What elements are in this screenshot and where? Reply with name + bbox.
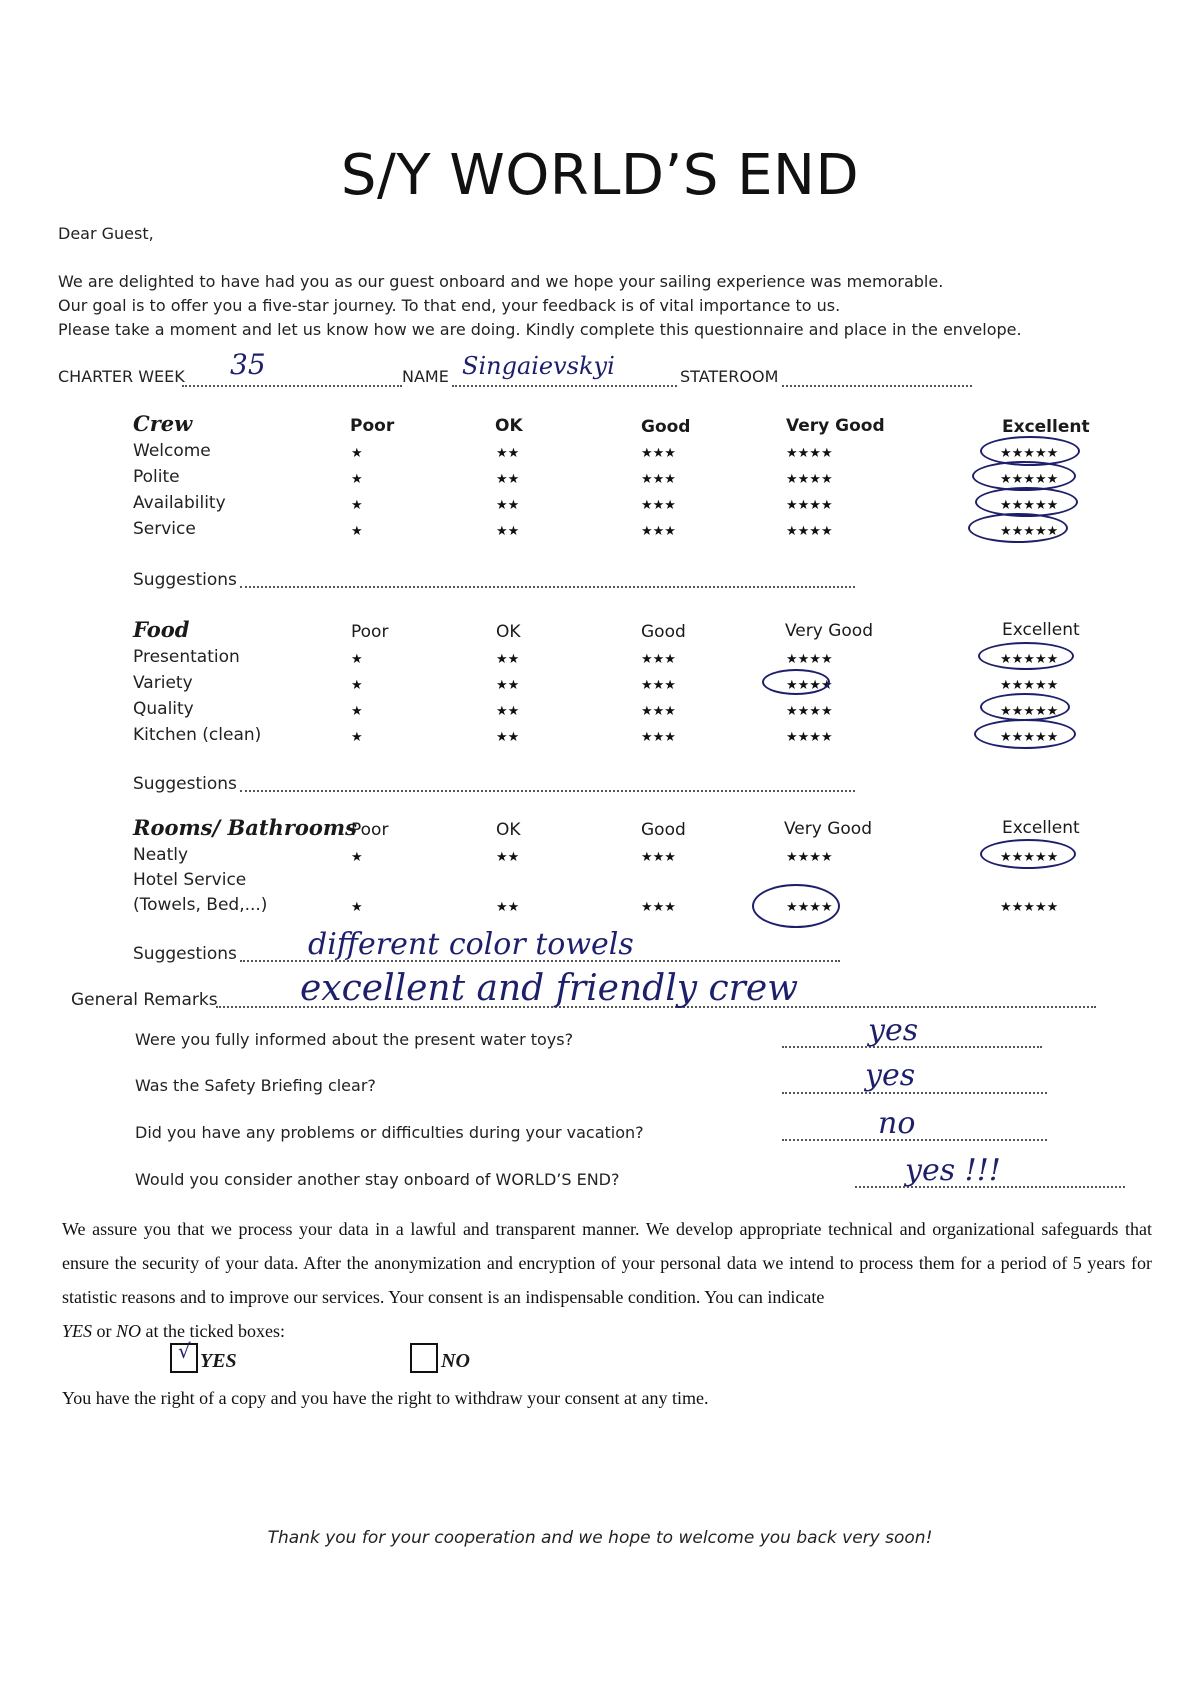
- rating-good[interactable]: ★★★: [641, 703, 676, 718]
- row-label: Polite: [133, 467, 180, 487]
- stateroom-line: [782, 385, 972, 387]
- charter-week-label: CHARTER WEEK: [58, 367, 185, 386]
- food-col-very-good: Very Good: [785, 621, 873, 641]
- food-suggestions-line: [240, 790, 855, 792]
- rating-ok[interactable]: ★★: [496, 445, 520, 460]
- privacy-or-word: or: [92, 1321, 117, 1341]
- rating-poor[interactable]: ★: [351, 703, 363, 718]
- rating-ok[interactable]: ★★: [496, 899, 520, 914]
- section-title-crew: Crew: [133, 411, 193, 436]
- general-remarks-label: General Remarks: [71, 990, 218, 1010]
- row-label: Quality: [133, 699, 194, 719]
- crew-col-poor: Poor: [350, 416, 395, 436]
- rating-poor[interactable]: ★: [351, 523, 363, 538]
- answer-field[interactable]: yes: [868, 1013, 919, 1048]
- question-text: Would you consider another stay onboard of WORLD’S END?: [135, 1170, 620, 1189]
- row-label: Availability: [133, 493, 226, 513]
- rooms-col-excellent: Excellent: [1002, 818, 1080, 838]
- name-field[interactable]: Singaievskyi: [462, 352, 615, 380]
- row-label: Neatly: [133, 845, 189, 865]
- answer-field[interactable]: yes: [865, 1058, 916, 1093]
- rating-poor[interactable]: ★: [351, 729, 363, 744]
- rating-good[interactable]: ★★★: [641, 849, 676, 864]
- rating-very-good[interactable]: ★★★★: [786, 523, 833, 538]
- rating-excellent[interactable]: ★★★★★: [1000, 471, 1059, 486]
- selection-circle: [978, 642, 1074, 670]
- rating-very-good[interactable]: ★★★★: [786, 677, 833, 692]
- rating-excellent[interactable]: ★★★★★: [1000, 523, 1059, 538]
- name-line: [452, 385, 677, 387]
- row-label: Welcome: [133, 441, 211, 461]
- food-col-good: Good: [641, 622, 686, 642]
- general-remarks-field[interactable]: excellent and friendly crew: [300, 968, 799, 1009]
- rooms-col-poor: Poor: [351, 820, 389, 840]
- row-label: Presentation: [133, 647, 240, 667]
- rating-very-good[interactable]: ★★★★: [786, 445, 833, 460]
- row-label: Hotel Service: [133, 870, 247, 890]
- rating-ok[interactable]: ★★: [496, 651, 520, 666]
- rating-poor[interactable]: ★: [351, 471, 363, 486]
- selection-circle: [752, 884, 840, 928]
- consent-no-checkbox[interactable]: [410, 1343, 438, 1373]
- page-title: S/Y WORLD’S END: [340, 143, 860, 208]
- section-title-rooms: Rooms/ Bathrooms: [133, 815, 357, 840]
- crew-col-ok: OK: [495, 416, 523, 436]
- selection-circle: [980, 693, 1070, 721]
- rooms-col-ok: OK: [496, 820, 521, 840]
- privacy-text: We assure you that we process your data in a lawful and transparent manner. We develop appropriate technical and organizational safeguards that ensure the security of your data. After the anonymization and encryption of your personal data we intend to process them for a period of 5 years for statistic reasons and to improve our services. Your consent is an indispensable condition. You can indicate: [62, 1219, 1152, 1307]
- section-title-food: Food: [133, 617, 190, 642]
- rating-very-good[interactable]: ★★★★: [786, 651, 833, 666]
- food-col-excellent: Excellent: [1002, 620, 1080, 640]
- row-label: Variety: [133, 673, 193, 693]
- privacy-no-word: NO: [116, 1321, 142, 1341]
- rights-statement: You have the right of a copy and you have the right to withdraw your consent at any time.: [62, 1388, 709, 1408]
- rating-good[interactable]: ★★★: [641, 651, 676, 666]
- consent-yes-checkbox[interactable]: [170, 1339, 198, 1373]
- crew-col-excellent: Excellent: [1002, 417, 1090, 437]
- selection-circle: [968, 513, 1068, 543]
- rooms-col-good: Good: [641, 820, 686, 840]
- food-suggestions-label: Suggestions: [133, 774, 237, 794]
- salutation: Dear Guest,: [58, 224, 154, 243]
- answer-field[interactable]: no: [878, 1106, 916, 1141]
- answer-field[interactable]: yes !!!: [905, 1153, 1001, 1188]
- privacy-yes-word: YES: [62, 1321, 93, 1341]
- question-text: Did you have any problems or difficulties during your vacation?: [135, 1123, 644, 1142]
- rating-good[interactable]: ★★★: [641, 523, 676, 538]
- row-label: Service: [133, 519, 196, 539]
- privacy-paragraph: [62, 1212, 1152, 1348]
- closing-message: Thank you for your cooperation and we hope to welcome you back very soon!: [267, 1528, 933, 1548]
- rating-ok[interactable]: ★★: [496, 497, 520, 512]
- food-col-poor: Poor: [351, 622, 389, 642]
- row-label-secondary: (Towels, Bed,...): [133, 895, 268, 915]
- rating-good[interactable]: ★★★: [641, 677, 676, 692]
- rating-good[interactable]: ★★★: [641, 497, 676, 512]
- selection-circle: [974, 719, 1076, 749]
- crew-suggestions-label: Suggestions: [133, 570, 237, 590]
- privacy-tail: at the ticked boxes:: [141, 1321, 285, 1341]
- rating-excellent[interactable]: ★★★★★: [1000, 497, 1059, 512]
- rating-good[interactable]: ★★★: [641, 471, 676, 486]
- rating-poor[interactable]: ★: [351, 849, 363, 864]
- crew-col-good: Good: [641, 417, 691, 437]
- rooms-col-very-good: Very Good: [784, 819, 872, 839]
- rating-ok[interactable]: ★★: [496, 471, 520, 486]
- rating-very-good[interactable]: ★★★★: [786, 703, 833, 718]
- rating-poor[interactable]: ★: [351, 445, 363, 460]
- rating-excellent[interactable]: ★★★★★: [1000, 445, 1059, 460]
- intro-line-2: Our goal is to offer you a five-star journey. To that end, your feedback is of vital importance to us.: [58, 296, 841, 315]
- name-label: NAME: [402, 367, 449, 386]
- question-text: Were you fully informed about the present water toys?: [135, 1030, 574, 1049]
- crew-col-very-good: Very Good: [786, 416, 885, 436]
- rooms-suggestions-label: Suggestions: [133, 944, 237, 964]
- food-col-ok: OK: [496, 622, 521, 642]
- check-mark-icon: √: [178, 1339, 191, 1363]
- rating-poor[interactable]: ★: [351, 651, 363, 666]
- rating-excellent[interactable]: ★★★★★: [1000, 899, 1059, 914]
- rating-very-good[interactable]: ★★★★: [786, 899, 833, 914]
- stateroom-label: STATEROOM: [680, 367, 779, 386]
- rating-ok[interactable]: ★★: [496, 523, 520, 538]
- rating-good[interactable]: ★★★: [641, 899, 676, 914]
- rating-very-good[interactable]: ★★★★: [786, 497, 833, 512]
- rooms-suggestions-field[interactable]: different color towels: [308, 927, 634, 962]
- rating-excellent[interactable]: ★★★★★: [1000, 729, 1059, 744]
- rating-excellent[interactable]: ★★★★★: [1000, 677, 1059, 692]
- intro-line-1: We are delighted to have had you as our guest onboard and we hope your sailing experience was memorable.: [58, 272, 944, 291]
- charter-week-field[interactable]: 35: [230, 348, 266, 381]
- question-text: Was the Safety Briefing clear?: [135, 1076, 376, 1095]
- rating-very-good[interactable]: ★★★★: [786, 471, 833, 486]
- rating-good[interactable]: ★★★: [641, 729, 676, 744]
- row-label: Kitchen (clean): [133, 725, 262, 745]
- rating-ok[interactable]: ★★: [496, 849, 520, 864]
- intro-line-3: Please take a moment and let us know how we are doing. Kindly complete this questionnaire and place in the envelope.: [58, 320, 1022, 339]
- rating-very-good[interactable]: ★★★★: [786, 729, 833, 744]
- charter-week-line: [182, 385, 402, 387]
- rating-excellent[interactable]: ★★★★★: [1000, 849, 1059, 864]
- crew-suggestions-line: [240, 586, 855, 588]
- rating-poor[interactable]: ★: [351, 677, 363, 692]
- rating-good[interactable]: ★★★: [641, 445, 676, 460]
- consent-no-label: NO: [441, 1350, 470, 1372]
- consent-yes-label: YES: [200, 1350, 237, 1372]
- rating-very-good[interactable]: ★★★★: [786, 849, 833, 864]
- rating-excellent[interactable]: ★★★★★: [1000, 703, 1059, 718]
- selection-circle: [980, 839, 1076, 869]
- rating-ok[interactable]: ★★: [496, 703, 520, 718]
- rating-poor[interactable]: ★: [351, 899, 363, 914]
- rating-poor[interactable]: ★: [351, 497, 363, 512]
- selection-circle: [762, 669, 830, 695]
- rating-ok[interactable]: ★★: [496, 729, 520, 744]
- rating-excellent[interactable]: ★★★★★: [1000, 651, 1059, 666]
- rating-ok[interactable]: ★★: [496, 677, 520, 692]
